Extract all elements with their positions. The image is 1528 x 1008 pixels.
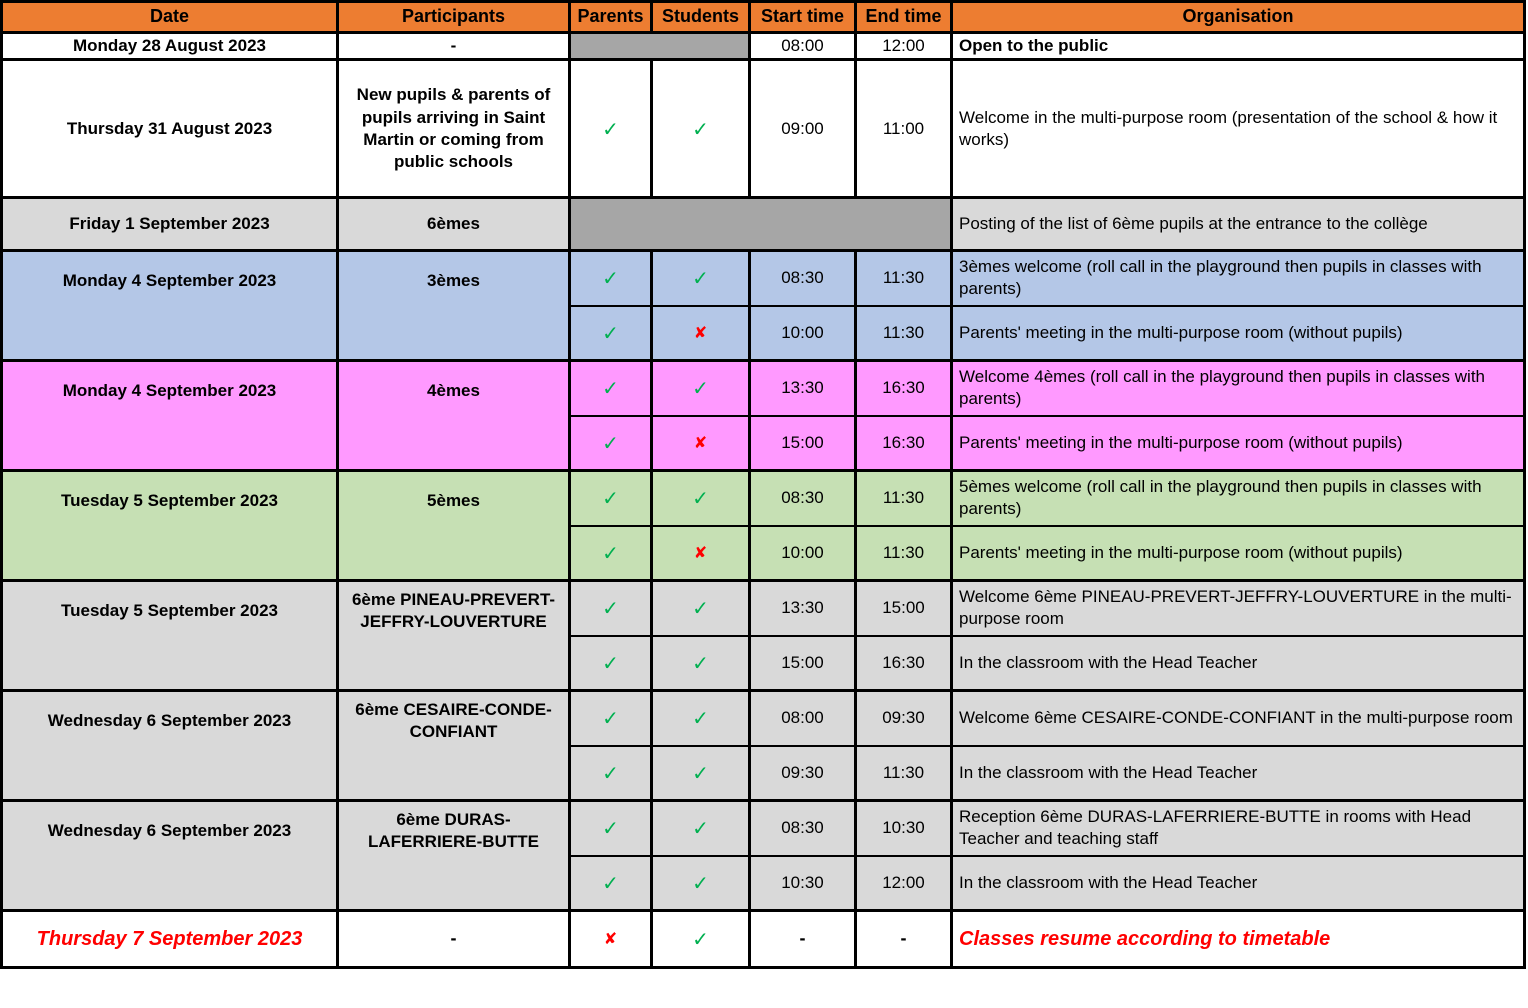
end-time-cell: 10:30 xyxy=(856,801,952,856)
col-header-start-time: Start time xyxy=(750,2,856,33)
date-cell: Wednesday 6 September 2023 xyxy=(2,801,338,911)
organisation-cell: Posting of the list of 6ème pupils at the entrance to the collège xyxy=(952,198,1525,251)
date-cell: Thursday 31 August 2023 xyxy=(2,60,338,198)
row-6eme-cesaire-session-1 xyxy=(2,691,1525,746)
row-thursday-7-september xyxy=(2,911,1525,968)
start-time-cell: 13:30 xyxy=(750,581,856,636)
check-icon: ✓ xyxy=(692,266,709,291)
parents-mark-cell xyxy=(570,251,652,306)
students-mark-cell xyxy=(652,636,750,691)
participants-cell: 6ème PINEAU-PREVERT-JEFFRY-LOUVERTURE xyxy=(338,581,570,691)
check-icon: ✓ xyxy=(692,927,709,952)
end-time-cell: - xyxy=(856,911,952,968)
check-icon: ✓ xyxy=(602,650,619,675)
end-time-cell: 11:30 xyxy=(856,746,952,801)
participants-cell: 3èmes xyxy=(338,251,570,361)
end-time-cell: 11:30 xyxy=(856,251,952,306)
start-time-cell: 08:30 xyxy=(750,801,856,856)
participants-cell: 6ème DURAS-LAFERRIERE-BUTTE xyxy=(338,801,570,911)
check-icon: ✓ xyxy=(602,486,619,511)
organisation-cell: Reception 6ème DURAS-LAFERRIERE-BUTTE in rooms with Head Teacher and teaching staff xyxy=(952,801,1525,856)
end-time-cell: 16:30 xyxy=(856,636,952,691)
blocked-cell xyxy=(570,33,750,60)
organisation-cell: Welcome 4èmes (roll call in the playground then pupils in classes with parents) xyxy=(952,361,1525,416)
start-time-cell: 08:30 xyxy=(750,251,856,306)
date-cell: Wednesday 6 September 2023 xyxy=(2,691,338,801)
check-icon: ✓ xyxy=(602,706,619,731)
participants-cell: 4èmes xyxy=(338,361,570,471)
start-time-cell: 15:00 xyxy=(750,416,856,471)
start-time-cell: 08:00 xyxy=(750,33,856,60)
participants-cell: 6èmes xyxy=(338,198,570,251)
organisation-cell: Parents' meeting in the multi-purpose room (without pupils) xyxy=(952,416,1525,471)
organisation-cell: Parents' meeting in the multi-purpose room (without pupils) xyxy=(952,306,1525,361)
participants-cell: - xyxy=(338,33,570,60)
students-mark-cell xyxy=(652,60,750,198)
students-mark-cell xyxy=(652,856,750,911)
cross-icon: ✘ xyxy=(693,542,708,562)
organisation-cell: Classes resume according to timetable xyxy=(952,911,1525,968)
organisation-cell: Welcome 6ème CESAIRE-CONDE-CONFIANT in the multi-purpose room xyxy=(952,691,1525,746)
row-friday-1-september xyxy=(2,198,1525,251)
participants-cell: New pupils & parents of pupils arriving in Saint Martin or coming from public schools xyxy=(338,60,570,198)
date-cell: Monday 4 September 2023 xyxy=(2,361,338,471)
parents-mark-cell xyxy=(570,526,652,581)
start-time-cell: 09:00 xyxy=(750,60,856,198)
check-icon: ✓ xyxy=(602,116,619,141)
check-icon: ✓ xyxy=(602,376,619,401)
row-5emes-session-1 xyxy=(2,471,1525,526)
check-icon: ✓ xyxy=(692,650,709,675)
start-time-cell: 15:00 xyxy=(750,636,856,691)
blocked-cell xyxy=(570,198,952,251)
parents-mark-cell xyxy=(570,60,652,198)
col-header-participants: Participants xyxy=(338,2,570,33)
date-cell: Monday 4 September 2023 xyxy=(2,251,338,361)
parents-mark-cell xyxy=(570,746,652,801)
check-icon: ✓ xyxy=(692,706,709,731)
end-time-cell: 15:00 xyxy=(856,581,952,636)
organisation-cell: Welcome in the multi-purpose room (presentation of the school & how it works) xyxy=(952,60,1525,198)
date-cell: Thursday 7 September 2023 xyxy=(2,911,338,968)
organisation-cell: 5èmes welcome (roll call in the playground then pupils in classes with parents) xyxy=(952,471,1525,526)
end-time-cell: 12:00 xyxy=(856,33,952,60)
organisation-cell: In the classroom with the Head Teacher xyxy=(952,636,1525,691)
students-mark-cell xyxy=(652,416,750,471)
row-6eme-pineau-session-1 xyxy=(2,581,1525,636)
end-time-cell: 11:00 xyxy=(856,60,952,198)
start-time-cell: 10:00 xyxy=(750,526,856,581)
cross-icon: ✘ xyxy=(693,322,708,342)
check-icon: ✓ xyxy=(602,760,619,785)
organisation-cell: Welcome 6ème PINEAU-PREVERT-JEFFRY-LOUVERTURE in the multi-purpose room xyxy=(952,581,1525,636)
start-time-cell: 10:30 xyxy=(750,856,856,911)
row-thursday-31-august xyxy=(2,60,1525,198)
participants-cell: - xyxy=(338,911,570,968)
students-mark-cell xyxy=(652,801,750,856)
students-mark-cell xyxy=(652,746,750,801)
row-3emes-session-1 xyxy=(2,251,1525,306)
students-mark-cell xyxy=(652,251,750,306)
students-mark-cell xyxy=(652,526,750,581)
students-mark-cell xyxy=(652,306,750,361)
start-time-cell: 13:30 xyxy=(750,361,856,416)
date-cell: Monday 28 August 2023 xyxy=(2,33,338,60)
parents-mark-cell xyxy=(570,361,652,416)
parents-mark-cell xyxy=(570,636,652,691)
check-icon: ✓ xyxy=(692,870,709,895)
check-icon: ✓ xyxy=(602,320,619,345)
organisation-cell: Parents' meeting in the multi-purpose room (without pupils) xyxy=(952,526,1525,581)
col-header-parents: Parents xyxy=(570,2,652,33)
check-icon: ✓ xyxy=(602,596,619,621)
students-mark-cell xyxy=(652,581,750,636)
parents-mark-cell xyxy=(570,581,652,636)
students-mark-cell xyxy=(652,911,750,968)
start-time-cell: 10:00 xyxy=(750,306,856,361)
start-time-cell: 08:00 xyxy=(750,691,856,746)
organisation-cell: In the classroom with the Head Teacher xyxy=(952,856,1525,911)
end-time-cell: 12:00 xyxy=(856,856,952,911)
parents-mark-cell xyxy=(570,856,652,911)
cross-icon: ✘ xyxy=(603,929,618,949)
check-icon: ✓ xyxy=(692,596,709,621)
parents-mark-cell xyxy=(570,691,652,746)
start-time-cell: 09:30 xyxy=(750,746,856,801)
cross-icon: ✘ xyxy=(693,432,708,452)
row-6eme-duras-session-1 xyxy=(2,801,1525,856)
end-time-cell: 16:30 xyxy=(856,361,952,416)
participants-cell: 5èmes xyxy=(338,471,570,581)
start-time-cell: - xyxy=(750,911,856,968)
col-header-organisation: Organisation xyxy=(952,2,1525,33)
check-icon: ✓ xyxy=(692,486,709,511)
students-mark-cell xyxy=(652,471,750,526)
date-cell: Tuesday 5 September 2023 xyxy=(2,581,338,691)
students-mark-cell xyxy=(652,691,750,746)
parents-mark-cell xyxy=(570,416,652,471)
col-header-students: Students xyxy=(652,2,750,33)
check-icon: ✓ xyxy=(602,430,619,455)
col-header-end-time: End time xyxy=(856,2,952,33)
end-time-cell: 11:30 xyxy=(856,526,952,581)
participants-cell: 6ème CESAIRE-CONDE-CONFIANT xyxy=(338,691,570,801)
parents-mark-cell xyxy=(570,306,652,361)
end-time-cell: 11:30 xyxy=(856,306,952,361)
end-time-cell: 16:30 xyxy=(856,416,952,471)
date-cell: Friday 1 September 2023 xyxy=(2,198,338,251)
organisation-cell: 3èmes welcome (roll call in the playground then pupils in classes with parents) xyxy=(952,251,1525,306)
header-row xyxy=(2,2,1525,33)
parents-mark-cell xyxy=(570,911,652,968)
end-time-cell: 09:30 xyxy=(856,691,952,746)
check-icon: ✓ xyxy=(602,266,619,291)
check-icon: ✓ xyxy=(692,760,709,785)
organisation-cell: In the classroom with the Head Teacher xyxy=(952,746,1525,801)
check-icon: ✓ xyxy=(692,816,709,841)
check-icon: ✓ xyxy=(602,816,619,841)
parents-mark-cell xyxy=(570,801,652,856)
organisation-cell: Open to the public xyxy=(952,33,1525,60)
check-icon: ✓ xyxy=(692,376,709,401)
parents-mark-cell xyxy=(570,471,652,526)
date-cell: Tuesday 5 September 2023 xyxy=(2,471,338,581)
check-icon: ✓ xyxy=(602,870,619,895)
row-monday-28-august xyxy=(2,33,1525,60)
row-4emes-session-1 xyxy=(2,361,1525,416)
start-time-cell: 08:30 xyxy=(750,471,856,526)
col-header-date: Date xyxy=(2,2,338,33)
students-mark-cell xyxy=(652,361,750,416)
check-icon: ✓ xyxy=(692,116,709,141)
end-time-cell: 11:30 xyxy=(856,471,952,526)
check-icon: ✓ xyxy=(602,540,619,565)
